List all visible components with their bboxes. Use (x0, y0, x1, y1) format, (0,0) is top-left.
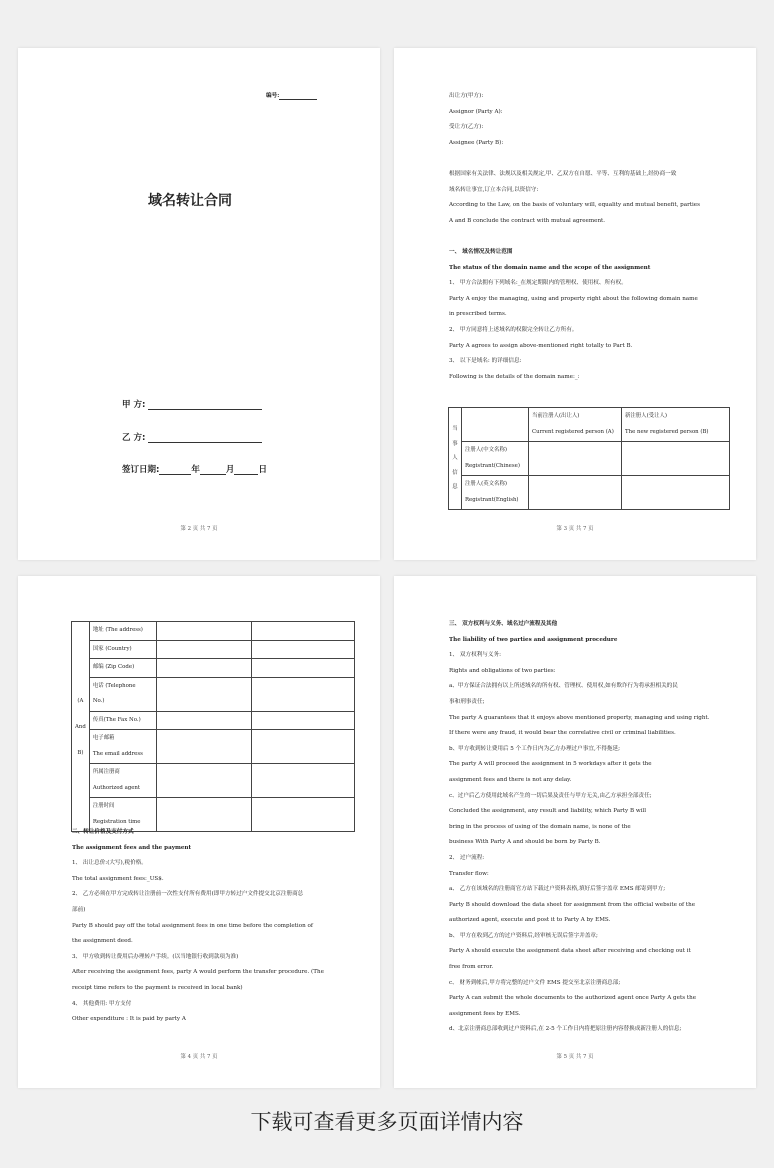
text-line: c、 财务到帐后,甲方将完整的过户文件 EMS 提交至北京注册商总部; (449, 979, 621, 986)
text-line: The assignment fees and the payment (72, 844, 192, 851)
header-current-registrant: 当前注册人(出让人) Current registered person (A) (529, 408, 622, 442)
party-contact-table (71, 621, 355, 832)
text-line: c、过户后乙方使用此域名产生的一切后果及责任与甲方无关,由乙方承担全部责任; (449, 792, 652, 799)
contract-number-field (266, 93, 317, 100)
text-line: Party B should pay off the total assignment fees in one time before the completion of (72, 922, 313, 929)
text-line: 1、 甲方合法拥有下列域名:_在规定期限内的管理权、使用权、所有权。 (449, 280, 627, 287)
text-line: The party A guarantees that it enjoys above mentioned property, managing and using right. (449, 714, 710, 721)
text-line: Party A can submit the whole documents to the authorized agent once Party A gets the (449, 995, 697, 1002)
text-line: The status of the domain name and the scope of the assignment (449, 264, 651, 271)
page-body (72, 825, 324, 1028)
document-page-cover (18, 48, 380, 560)
text-line: the assignment deed. (72, 938, 133, 945)
contact-row-label: 国家 (Country) (89, 640, 156, 659)
text-line: According to the Law, on the basis of voluntary will, equality and mutual benefit, parties (449, 202, 700, 209)
text-line: receipt time refers to the payment is received in local bank) (72, 984, 243, 991)
text-line: 事和刑事责任; (449, 698, 485, 705)
document-page-4 (18, 576, 380, 1088)
contact-row-label: 地址 (The address) (89, 622, 156, 641)
text-line: 部前) (72, 906, 86, 913)
text-line: 根据国家有关法律、法规以及相关规定,甲、乙双方在自愿、平等、互利的基础上,经协商一致 (449, 170, 677, 177)
text-line: 域名转让事宜,订立本合同,以资信守: (449, 186, 539, 193)
text-line: 三、 双方权利与义务、域名过户流程及其他 (449, 621, 558, 627)
party-side-label: (A And B) (72, 622, 90, 832)
text-line: a、甲方保证合法拥有以上所述域名的所有权、管理权、使用权,如有欺诈行为将承担相关的民 (449, 683, 678, 690)
text-line: b、甲方收到转让费用后 5 个工作日内为乙方办理过户事宜,不得拖延; (449, 745, 620, 752)
header-new-registrant: 新注册人(受让人) The new registered person (B) (622, 408, 730, 442)
party-b-label: 乙 方: (122, 433, 146, 443)
download-caption: 下载可查看更多页面详情内容 (250, 1110, 524, 1134)
text-line: in prescribed terms. (449, 311, 507, 318)
text-line: Rights and obligations of two parties: (449, 667, 556, 674)
party-info-side-label: 当 事 人 信 息 (449, 408, 462, 510)
text-line: authorized agent, execute and post it to Party A by EMS. (449, 917, 611, 924)
text-line: 4、 其他费用: 甲方支付 (72, 1000, 132, 1007)
text-line: After receiving the assignment fees, party A would perform the transfer procedure. (The (72, 969, 324, 976)
sign-date-field: 签订日期: 年 月 日 (122, 465, 267, 475)
text-line: bring in the process of using of the domain name, is none of the (449, 823, 631, 830)
document-page-5 (394, 576, 756, 1088)
contact-row-label: 注册时间 Registration time (89, 798, 156, 832)
text-line: 出让方(甲方): (449, 93, 484, 99)
text-line: assignment fees by EMS. (449, 1010, 521, 1017)
text-line: The party A will proceed the assignment in 5 workdays after it gets the (449, 761, 652, 768)
page-body (449, 617, 709, 1038)
text-line: A and B conclude the contract with mutual agreement. (449, 217, 606, 224)
contract-title: 域名转让合同 (148, 193, 232, 209)
text-line (449, 151, 700, 167)
contract-number-label: 编号: (266, 93, 280, 99)
party-b-field (122, 431, 262, 443)
contact-row-label: 传真(The Fax No.) (89, 711, 156, 730)
text-line: 3、 以下是域名: 的详细信息: (449, 358, 522, 365)
page-footer: 第 2 页 共 7 页 (180, 526, 218, 532)
text-line: Party B should download the data sheet for assignment from the official website of the (449, 901, 696, 908)
text-line: Concluded the assignment, any result and liability, which Party B will (449, 808, 647, 815)
document-page-3 (394, 48, 756, 560)
page-footer: 第 4 页 共 7 页 (180, 1054, 218, 1060)
text-line: Assignor (Party A): (449, 108, 503, 115)
text-line: The liability of two parties and assignment procedure (449, 636, 618, 643)
row-registrant-english: 注册人(英文名称) Registrant(English) (462, 476, 529, 510)
text-line: Following is the details of the domain name:_: (449, 373, 580, 380)
text-line: If there were any fraud, it would bear the correlative civil or criminal liabilities. (449, 730, 676, 737)
party-info-table (448, 407, 730, 510)
text-line: The total assignment fees:_US$. (72, 875, 164, 882)
row-registrant-chinese: 注册人(中文名称) Registrant(Chinese) (462, 442, 529, 476)
text-line: a、 乙方在该域名的注册商官方站下载过户资料表格,填好后签字盖章 EMS 邮寄到甲方; (449, 886, 666, 893)
contact-row-label: 电子邮箱 The email address (89, 730, 156, 764)
text-line: 2、 甲方同意将上述域名的权限完全转让乙方所有。 (449, 326, 578, 333)
text-line: 2、 过户流程: (449, 854, 485, 861)
text-line: Party A enjoy the managing, using and property right about the following domain name (449, 295, 698, 302)
sign-date-label: 签订日期: (122, 465, 160, 475)
page-footer: 第 3 页 共 7 页 (556, 526, 594, 532)
party-a-field (122, 398, 262, 410)
text-line: Other expenditure : It is paid by party A (72, 1016, 186, 1023)
text-line: b、 甲方在收到乙方的过户资料后,经审核无误后签字并盖章; (449, 932, 598, 939)
text-line: business With Party A and should be born by Party B. (449, 839, 601, 846)
text-line: assignment fees and there is not any delay. (449, 776, 572, 783)
text-line: free from error. (449, 964, 494, 971)
contact-row-label: 电话 (Telephone No.) (89, 677, 156, 711)
text-line: Party A agrees to assign above-mentioned right totally to Part B. (449, 342, 633, 349)
contact-row-label: 所属注册商 Authorized agent (89, 764, 156, 798)
text-line: 1、 双方权利与义务: (449, 652, 501, 659)
text-line: Assignee (Party B): (449, 139, 504, 146)
text-line: 二、转让价格及支付方式 (72, 829, 134, 835)
text-line: Party A should execute the assignment data sheet after receiving and checking out it (449, 948, 691, 955)
text-line (449, 229, 700, 245)
text-line: 3、 甲方收到转让费用后办理转户手续。(以当地银行收到款项为准) (72, 953, 239, 960)
text-line: d、北京注册商总部收到过户资料后,在 2-5 个工作日内将把原注册内容替换成新注册人的信息; (449, 1026, 682, 1033)
contact-row-label: 邮编 (Zip Code) (89, 659, 156, 678)
text-line: 1、 出让总价:(大写),税价格。 (72, 860, 147, 867)
page-footer: 第 5 页 共 7 页 (556, 1054, 594, 1060)
text-line: 一、 域名情况及转让范围 (449, 248, 513, 255)
text-line: 受让方(乙方): (449, 124, 484, 131)
text-line: 2、 乙方必须在甲方完成转让注册前一次性支付所有费用(即甲方转过户文件提交北京注册商总 (72, 891, 304, 898)
party-a-label: 甲 方: (122, 400, 146, 410)
text-line: Transfer flow: (449, 870, 489, 877)
page-body (449, 89, 700, 385)
